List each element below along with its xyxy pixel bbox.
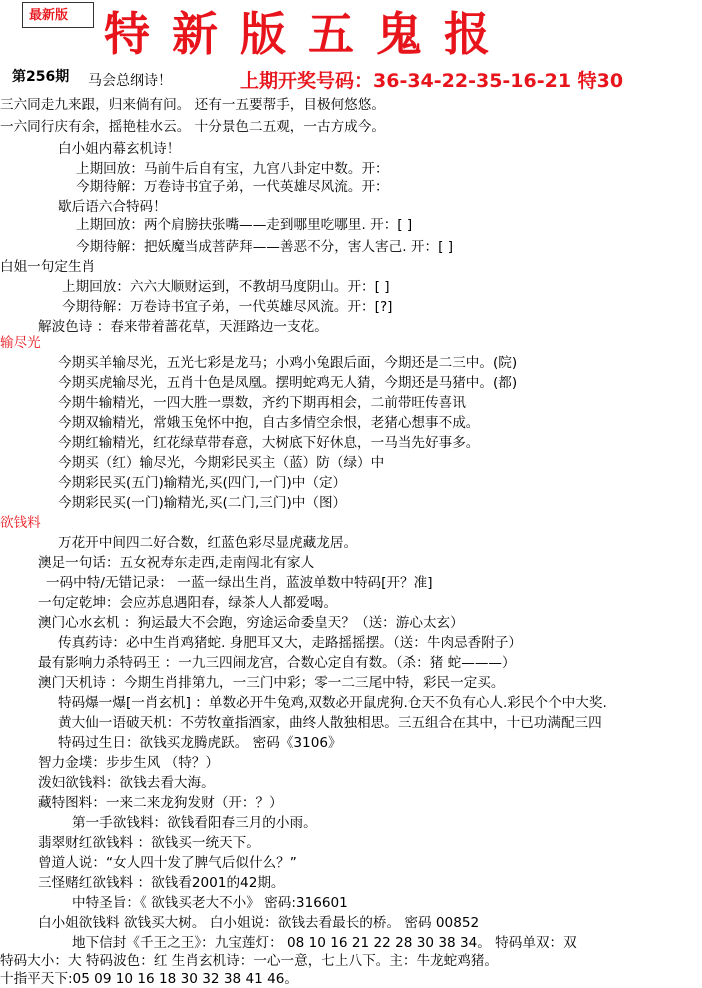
text-line: 智力金墣：步步生风 （特？） xyxy=(38,755,220,771)
text-line: 十指平天下:05 09 10 16 18 30 32 38 41 46。 xyxy=(0,971,299,987)
text-line: 特码爆一爆[一肖玄机] ：单数必开牛兔鸡,双数必开鼠虎狗.仓天不负有心人.彩民个个中大奖. xyxy=(58,695,607,711)
text-line: 翡翠财红欲钱料 ：欲钱买一统天下。 xyxy=(38,835,260,851)
text-line: 三六同走九来跟，归来倘有问。 还有一五要帮手，目极何悠悠。 xyxy=(0,97,385,113)
text-line: 今期牛输精光，一四大胜一票数，齐约下期再相会，二前带旺传喜讯 xyxy=(58,395,466,411)
issue-note: 马会总纲诗！ xyxy=(88,73,172,89)
text-line: 曾道人说：“女人四十发了脾气后似什么？” xyxy=(38,855,297,871)
text-line: 输尽光 xyxy=(0,335,41,351)
text-line: 今期彩民买(一门)输精光,买(二门,三门)中（图） xyxy=(58,495,347,511)
text-line: 黄大仙一语破天机：不劳牧童指酒家，曲终人散独相思。三五组合在其中，十已功满配三四 xyxy=(58,715,602,731)
page-title: 特新版五鬼报 xyxy=(104,7,512,61)
text-line: 今期待解：万卷诗书宜子弟，一代英雄尽风流。开： xyxy=(76,179,389,195)
text-line: 传真药诗：必中生肖鸡猪蛇. 身肥耳又大，走路摇摇摆。（送：牛肉忌香附子） xyxy=(58,635,523,651)
text-line: 今期买虎输尽光，五肖十色是凤凰。摆明蛇鸡无人猜，今期还是马猪中。(都) xyxy=(58,375,518,391)
text-line: 一句定乾坤：会应苏息遇阳春，绿茶人人都爱喝。 xyxy=(38,595,338,611)
text-line: 万花开中间四二好合数，红蓝色彩尽显虎藏龙居。 xyxy=(58,535,358,551)
last-draw-result: 上期开奖号码：36-34-22-35-16-21 特30 xyxy=(240,70,624,92)
text-line: 上期回放：两个肩膀扶张嘴——走到哪里吃哪里. 开：[ ] xyxy=(76,217,413,233)
text-line: 今期待解：把妖魔当成菩萨拜——善恶不分，害人害己. 开：[ ] xyxy=(76,239,454,255)
text-line: 泼妇欲钱料：欲钱去看大海。 xyxy=(38,775,215,791)
latest-edition-badge: 最新版 xyxy=(22,2,94,28)
text-line: 藏特图料：一来二来龙狗发财（开：？） xyxy=(38,795,283,811)
text-line: 今期买羊输尽光，五光七彩是龙马；小鸡小兔跟后面，今期还是二三中。(院) xyxy=(58,355,518,371)
text-line: 一码中特/无错记录： 一蓝一绿出生肖，蓝波单数中特码[开？准] xyxy=(46,575,433,591)
issue-number: 第256期 xyxy=(12,69,70,85)
text-line: 今期双输精光，常娥玉兔怀中抱，自古多情空余恨，老猪心想事不成。 xyxy=(58,415,480,431)
text-line: 白小姐欲钱料 欲钱买大树。 白小姐说：欲钱去看最长的桥。 密码 00852 xyxy=(38,915,480,931)
text-line: 三怪赌红欲钱料 ：欲钱看2001的42期。 xyxy=(38,875,285,891)
text-line: 白姐一句定生肖 xyxy=(0,259,96,275)
text-line: 上期回放：六六大顺财运到，不教胡马度阴山。开：[ ] xyxy=(62,279,390,295)
text-line: 今期红输精光，红花绿草带春意，大树底下好休息，一马当先好事多。 xyxy=(58,435,480,451)
text-line: 特码大小：大 特码波色：红 生肖玄机诗：一心一意，七上八下。主：牛龙蛇鸡猪。 xyxy=(0,953,499,969)
text-line: 今期买（红）输尽光，今期彩民买主（蓝）防（绿）中 xyxy=(58,455,385,471)
text-line: 地下信封《千王之王》：九宝莲灯： 08 10 16 21 22 28 30 38 34。 特码单双：双 xyxy=(72,935,577,951)
text-line: 歇后语六合特码！ xyxy=(58,199,167,215)
text-line: 中特圣旨：《 欲钱买老大不小》 密码:316601 xyxy=(72,895,348,911)
text-line: 第一手欲钱料：欲钱看阳春三月的小雨。 xyxy=(72,815,317,831)
text-line: 白小姐内幕玄机诗！ xyxy=(58,141,181,157)
text-line: 最有影响力杀特码王 ：一九三四闹龙宫，合数心定自有数。（杀：猪 蛇———） xyxy=(38,655,516,671)
text-line: 澳门天机诗 ：今期生肖排第九，一三门中彩；零一二三尾中特，彩民一定买。 xyxy=(38,675,505,691)
text-line: 澳门心水玄机 ：狗运最大不会跑，穷途运命委皇天？（送：游心太玄） xyxy=(38,615,464,631)
text-line: 上期回放：马前牛后自有宝，九宫八卦定中数。开： xyxy=(76,161,389,177)
text-line: 今期待解：万卷诗书宜子弟，一代英雄尽风流。开：[?] xyxy=(62,299,393,315)
text-line: 欲钱料 xyxy=(0,515,41,531)
text-line: 今期彩民买(五门)输精光,买(四门,一门)中（定） xyxy=(58,475,347,491)
text-line: 一六同行庆有余，摇艳桂水云。 十分景色二五观，一古方成今。 xyxy=(0,119,385,135)
text-line: 澳足一句话：五女祝寿东走西,走南闯北有家人 xyxy=(38,555,315,571)
text-line: 解波色诗 ：春来带着蔷花草，天涯路边一支花。 xyxy=(38,319,328,335)
text-line: 特码过生日：欲钱买龙腾虎跃。 密码《3106》 xyxy=(58,735,342,751)
